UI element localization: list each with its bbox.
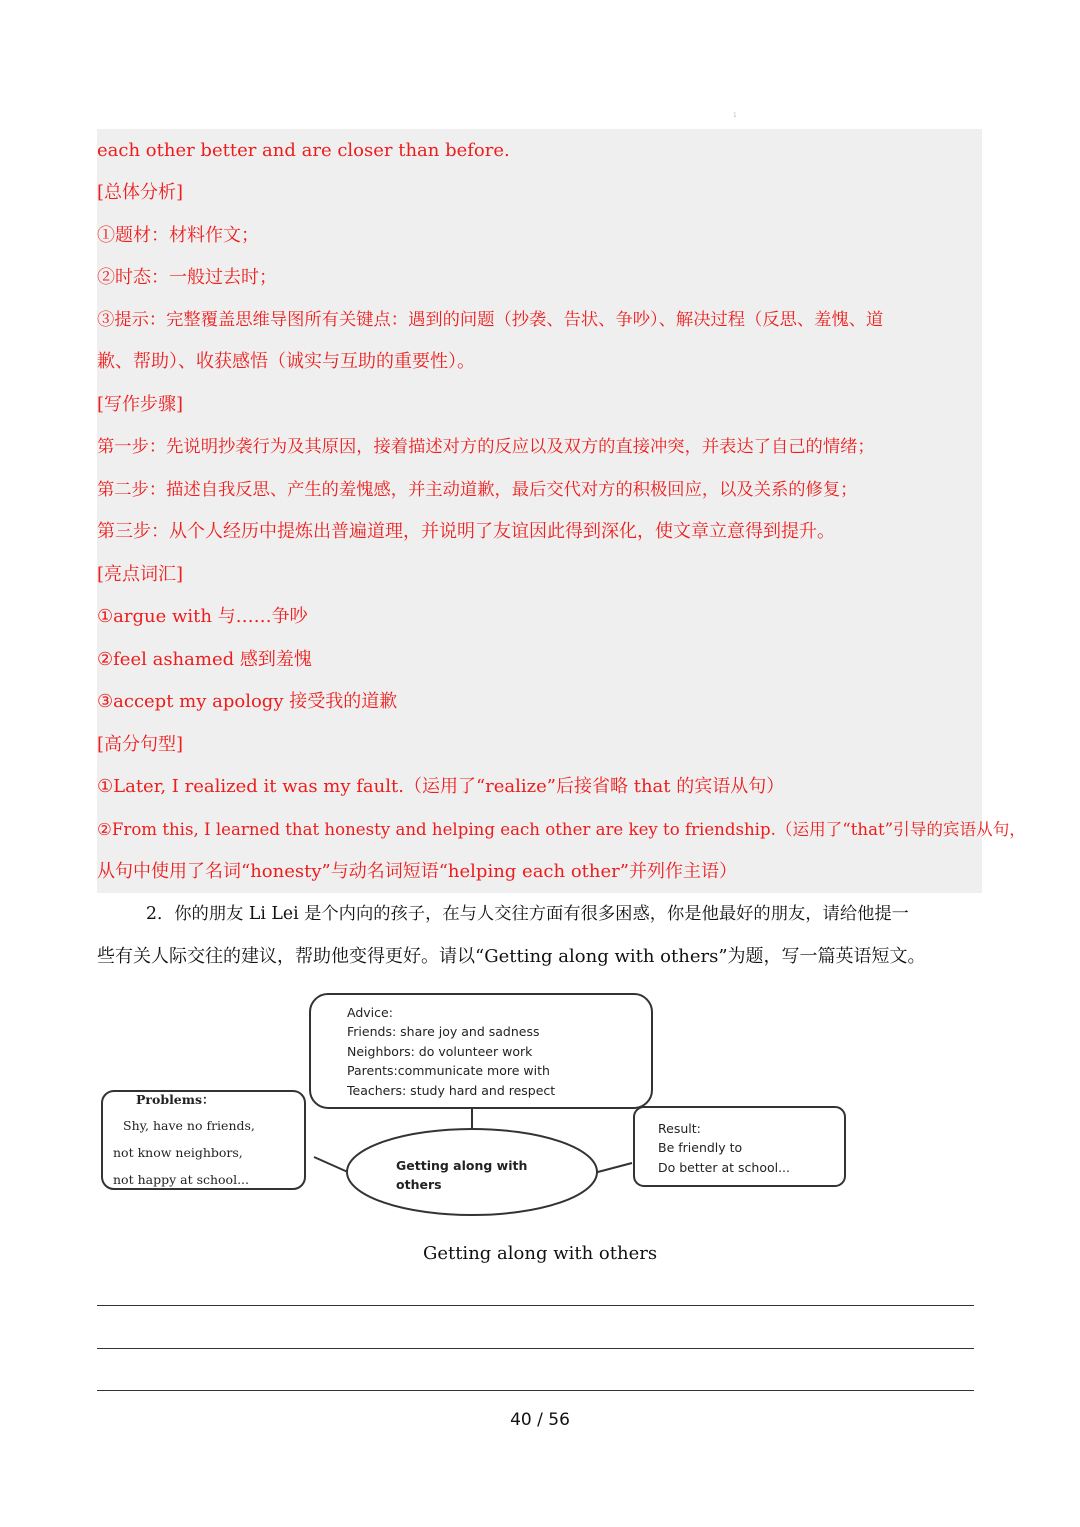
page-number: 40 / 56 (510, 1410, 570, 1430)
answer-line: ②feel ashamed 感到羞愧 (97, 649, 312, 670)
advice-title: Advice: (347, 1005, 393, 1020)
answer-line: ③accept my apology 接受我的道歉 (97, 691, 398, 712)
advice-item: Friends: share joy and sadness (347, 1024, 540, 1039)
connector-line (594, 1163, 632, 1173)
answer-line: ②From this, I learned that honesty and helping each other are key to friendship.（运用了“that”引导的宾语从句， (97, 820, 1026, 839)
answer-line: 第二步：描述自我反思、产生的羞愧感，并主动道歉，最后交代对方的积极回应，以及关系的修复； (97, 480, 858, 500)
question-text: 些有关人际交往的建议，帮助他变得更好。请以“Getting along with others”为题，写一篇英语短文。 (97, 946, 926, 967)
result-title: Result: (658, 1121, 701, 1136)
mind-map-diagram (97, 990, 857, 1220)
advice-item: Parents:communicate more with (347, 1063, 550, 1078)
writing-line (97, 1305, 974, 1306)
answer-line: ①Later, I realized it was my fault.（运用了“realize”后接省略 that 的宾语从句） (97, 776, 785, 797)
question-text: 2．你的朋友 Li Lei 是个内向的孩子，在与人交往方面有很多困惑，你是他最好的朋友，请给他提一 (146, 904, 909, 924)
center-label: Getting along with (396, 1158, 528, 1173)
result-item: Be friendly to (658, 1140, 743, 1155)
problems-item: Shy, have no friends, (123, 1118, 255, 1133)
answer-line: 从句中使用了名词“honesty”与动名词短语“helping each other”并列作主语） (97, 861, 737, 882)
answer-line: [亮点词汇] (97, 564, 184, 585)
answer-line: 第一步：先说明抄袭行为及其原因，接着描述对方的反应以及双方的直接冲突，并表达了自己的情绪； (97, 437, 875, 457)
answer-line: [总体分析] (97, 182, 184, 203)
header-mark: 1 (733, 112, 737, 119)
essay-title: Getting along with others (422, 1243, 658, 1264)
answer-line: ①题材：材料作文； (97, 225, 259, 246)
problems-title: Problems： (136, 1092, 215, 1107)
answer-line: [写作步骤] (97, 394, 184, 415)
answer-line: [高分句型] (97, 734, 184, 755)
answer-line: each other better and are closer than before. (97, 140, 510, 161)
problems-item: not happy at school... (113, 1172, 249, 1187)
writing-line (97, 1390, 974, 1391)
answer-line: ①argue with 与……争吵 (97, 606, 308, 627)
problems-item: not know neighbors, (113, 1145, 243, 1160)
connector-line (314, 1157, 350, 1173)
answer-line: ③提示：完整覆盖思维导图所有关键点：遇到的问题（抄袭、告状、争吵）、解决过程（反思、羞愧、道 (97, 310, 884, 330)
answer-line: 第三步：从个人经历中提炼出普遍道理，并说明了友谊因此得到深化，使文章立意得到提升。 (97, 521, 835, 542)
center-label: others (396, 1177, 442, 1192)
advice-item: Teachers: study hard and respect (347, 1083, 556, 1098)
result-item: Do better at school... (658, 1160, 791, 1175)
advice-item: Neighbors: do volunteer work (347, 1044, 533, 1059)
answer-line: 歉、帮助）、收获感悟（诚实与互助的重要性）。 (97, 351, 475, 372)
answer-line: ②时态：一般过去时； (97, 267, 277, 288)
writing-line (97, 1348, 974, 1349)
